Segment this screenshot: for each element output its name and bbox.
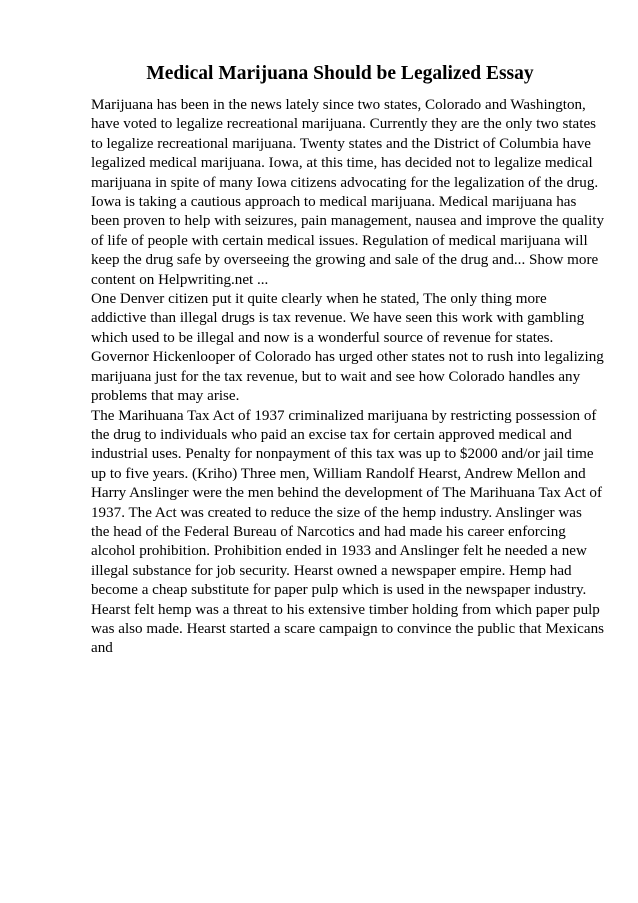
body-line: which used to be illegal and now is a wonderful source of revenue for states.	[91, 329, 554, 346]
body-line: up to five years. (Kriho) Three men, William Randolf Hearst, Andrew Mellon and	[91, 465, 586, 482]
body-line: Marijuana has been in the news lately since two states, Colorado and Washington,	[91, 97, 586, 113]
body-line: industrial uses. Penalty for nonpayment of this tax was up to $2000 and/or jail time	[91, 446, 594, 463]
body-line: to legalize recreational marijuana. Twenty states and the District of Columbia have	[91, 135, 591, 152]
body-line: marijuana in spite of many Iowa citizens advocating for the legalization of the drug.	[91, 174, 599, 191]
body-line: content on Helpwriting.net ...	[91, 271, 269, 288]
body-line: marijuana just for the tax revenue, but to wait and see how Colorado handles any	[91, 368, 581, 385]
body-line: Harry Anslinger were the men behind the development of The Marihuana Tax Act of	[91, 485, 602, 502]
body-line: become a cheap substitute for paper pulp which is used in the newspaper industry.	[91, 582, 587, 599]
body-line: legalized medical marijuana. Iowa, at this time, has decided not to legalize medical	[91, 155, 593, 172]
body-line: One Denver citizen put it quite clearly when he stated, The only thing more	[91, 291, 547, 308]
body-line: Hearst felt hemp was a threat to his extensive timber holding from which paper pulp	[91, 601, 600, 618]
body-line: Iowa is taking a cautious approach to medical marijuana. Medical marijuana has	[91, 194, 577, 211]
document-title: Medical Marijuana Should be Legalized Essay	[146, 63, 534, 84]
body-line: 1937. The Act was created to reduce the size of the hemp industry. Anslinger was	[91, 504, 582, 521]
document-body	[91, 96, 605, 659]
body-line: alcohol prohibition. Prohibition ended in 1933 and Anslinger felt he needed a new	[91, 543, 587, 560]
body-line: have voted to legalize recreational marijuana. Currently they are the only two states	[91, 116, 597, 133]
body-line: and	[91, 640, 113, 657]
body-line: keep the drug safe by overseeing the growing and sale of the drug and... Show more	[91, 252, 599, 269]
body-line: was also made. Hearst started a scare campaign to convince the public that Mexicans	[91, 620, 604, 637]
body-line: illegal substance for job security. Hearst owned a newspaper empire. Hemp had	[91, 562, 572, 579]
body-line: Governor Hickenlooper of Colorado has urged other states not to rush into legalizing	[91, 349, 604, 366]
body-line: addictive than illegal drugs is tax revenue. We have seen this work with gambling	[91, 310, 585, 327]
body-line: the head of the Federal Bureau of Narcotics and had made his career enforcing	[91, 523, 566, 540]
body-line: problems that may arise.	[91, 388, 240, 405]
body-line: The Marihuana Tax Act of 1937 criminalized marijuana by restricting possession of	[91, 407, 597, 424]
body-line: been proven to help with seizures, pain management, nausea and improve the quality	[91, 213, 605, 230]
body-line: the drug to individuals who paid an excise tax for certain approved medical and	[91, 426, 572, 443]
body-line: of life of people with certain medical issues. Regulation of medical marijuana will	[91, 232, 588, 249]
